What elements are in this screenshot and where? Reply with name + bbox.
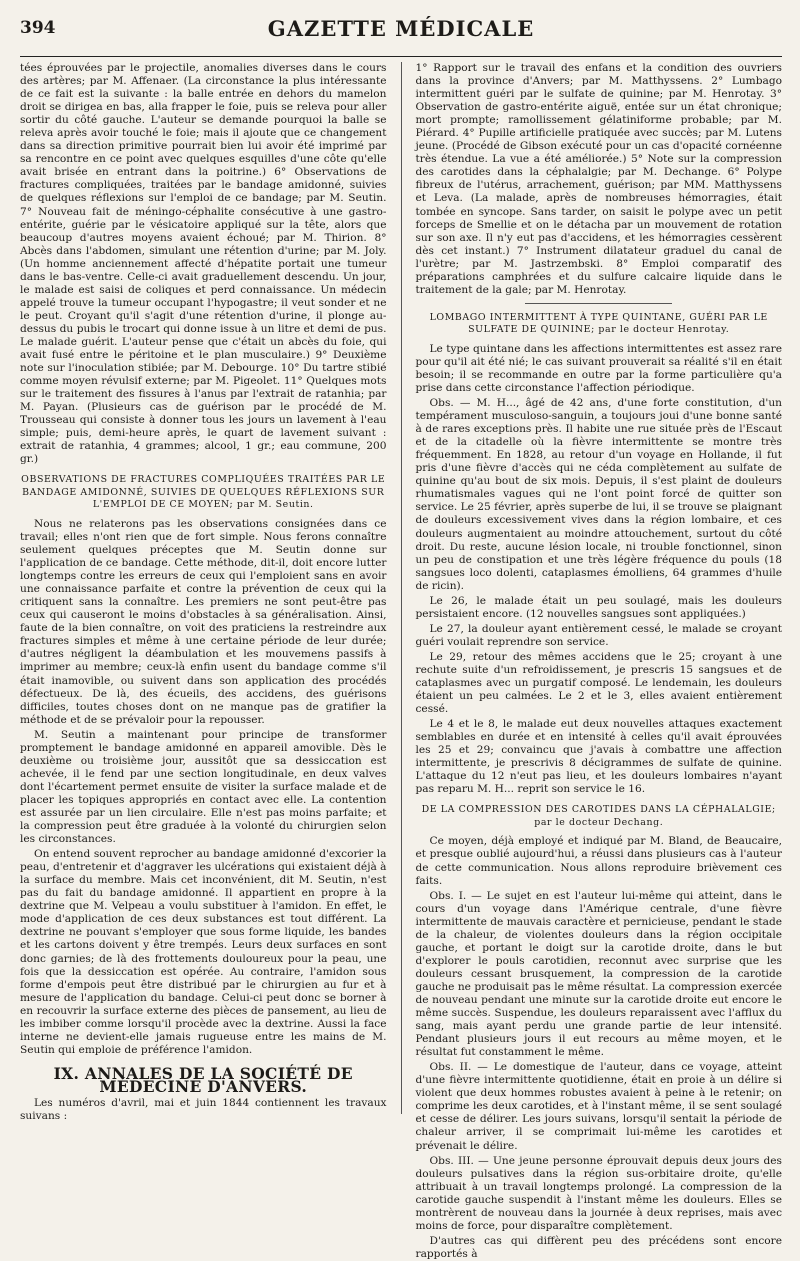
left-paragraph-2: Nous ne relaterons pas les observations consignées dans ce travail; elles n'ont rien que de fort simple. Nous ferons connaître seulement quelques préceptes que M. Seutin donne sur l'application de ce bandage. Cette méthode, dit-il, doit encore lutter longtemps contre les erreurs de ceux qui l'emploient sans en avoir une connaissance parfaite et contre la prévention de ceux qui la critiquent sans la connaître. Les premiers ne sont peut-être pas ceux qui causeront le moins d'obstacles à sa généralisation. Ainsi, faute de la bien connaître, on voit des praticiens la restreindre aux fractures simples et même à une certaine période de leur durée; d'autres négligent la déambulation et les mouvemens passifs à imprimer au membre; ceux-là enfin usent du bandage comme s'il était inamovible, ou suivent dans son application des procédés défectueux. De là, des écueils, des accidens, des guérisons difficiles, toutes choses dont on ne manque pas de gratifier la méthode et de se prévaloir pour la repousser. — [20, 517, 387, 726]
article-heading-seutin: OBSERVATIONS DE FRACTURES COMPLIQUÉES TRAITÉES PAR LE BANDAGE AMIDONNÉ, SUIVIES DE QUELQUES RÉFLEXIONS SUR L'EMPLOI DE CE MOYEN; par M. Seutin. — [21, 474, 386, 511]
right-paragraph-5: Le 27, la douleur ayant entièrement cessé, le malade se croyant guéri voulait reprendre son service. — [415, 622, 782, 648]
page-number: 394 — [20, 18, 56, 38]
left-paragraph-5: Les numéros d'avril, mai et juin 1844 contiennent les travaux suivans : — [20, 1096, 387, 1123]
right-paragraph-9: Obs. I. — Le sujet en est l'auteur lui-même qui atteint, dans le cours d'un voyage dans l'Amérique centrale, d'une fièvre intermittente de mauvais caractère et pernicieuse, pendant le stade de la chaleur, de violentes douleurs dans la région occipitale gauche, et portant le doigt sur la carotide droite, dans le but d'explorer le pouls carotidien, reconnut avec surprise que les douleurs cessant brusquement, la compression de la carotide gauche ne produisait pas le même résultat. La compression exercée de nouveau pendant une minute sur la carotide droite eut encore le même succès. Suspendue, les douleurs reparaissent avec l'afflux du sang, mais ayant perdu une grande partie de leur intensité. Pendant plusieurs jours il eut recours au même moyen, et le résultat fut constamment le même. — [415, 889, 782, 1059]
right-paragraph-8: Ce moyen, déjà employé et indiqué par M. Bland, de Beaucaire, et presque oublié aujourd'hui, a réussi dans plusieurs cas à l'auteur de cette communication. Nous allons reproduire brièvement ces faits. — [415, 835, 782, 887]
left-column — [20, 62, 387, 1123]
text-columns — [20, 62, 782, 1260]
right-paragraph-3: Obs. — M. H..., âgé de 42 ans, d'une forte constitution, d'un tempérament musculoso-sanguin, a toujours joui d'une bonne santé à de rares exceptions près. Il habite une rue située près de l'Escaut et de la citadelle où la fièvre intermittente se montre très fréquemment. En 1828, au retour d'un voyage en Hollande, il fut pris d'une fièvre d'accès qui ne céda complètement au sulfate de quinine qu'au bout de six mois. Depuis, il s'est plaint de douleurs rhumatismales vagues qui ne l'ont point forcé de quitter son service. Le 25 février, après superbe de lui, il se trouve se plaignant de douleurs excessivement vives dans la région lombaire, et ces douleurs augmentaient au moindre attouchement, surtout du côté droit. Du reste, aucune lésion locale, ni trouble fonctionnel, sinon un peu de constipation et une très légère fréquence du pouls (18 sangsues loco dolenti, cataplasmes émolliens, 64 grammes d'huile de ricin). — [415, 397, 782, 592]
right-paragraph-7: Le 4 et le 8, le malade eut deux nouvelles attaques exactement semblables en durée et en intensité à celles qu'il avait éprouvées les 25 et 29; convaincu que j'avais à combattre une affection intermittente, je prescrivis 8 décigrammes de sulfate de quinine. L'attaque du 12 n'eut pas lieu, et les douleurs lombaires n'ayant pas reparu M. H... reprit son service le 16. — [415, 718, 782, 796]
right-paragraph-11: Obs. III. — Une jeune personne éprouvait depuis deux jours des douleurs pulsatives dans la région sus-orbitaire droite, qu'elle attribuait à un travail longtemps prolongé. La compression de la carotide gauche suspendit à l'instant même les douleurs. Elles se montrèrent de nouveau dans la journée à deux reprises, mais avec moins de force, pour disparaître complètement. — [415, 1154, 782, 1232]
right-paragraph-2: Le type quintane dans les affections intermittentes est assez rare pour qu'il ait été nié; le cas suivant prouverait sa réalité s'il en était besoin; il se recommande en outre par la forme particulière qu'a prise dans cette circonstance l'affection périodique. — [415, 342, 782, 394]
left-paragraph-1: tées éprouvées par le projectile, anomalies diverses dans le cours des artères; par M. Affenaer. (La circonstance la plus intéressante de ce fait est la suivante : la balle entrée en dehors du mamelon droit se dirigea en bas, alla frapper le foie, puis se releva pour aller sortir du côté gauche. L'auteur se demande pourquoi la balle se releva après avoir touché le foie; mais il ajoute que ce changement dans sa direction primitive pourrait bien lui avoir été imprimé par sa rencontre en ce point avec quelques esquilles d'une côte qu'elle avait brisée en entrant dans la poitrine.) 6° Observations de fractures compliquées, traitées par le bandage amidonné, suivies de quelques réflexions sur l'emploi de ce bandage; par M. Seutin. 7° Nouveau fait de méningo-céphalite consécutive à une gastro-entérite, guérie par le vésicatoire appliqué sur la tête, alors que beaucoup d'autres moyens avaient échoué; par M. Thirion. 8° Abcès dans l'abdomen, simulant une rétention d'urine; par M. Joly. (Un homme anciennement affecté d'hépatite portait une tumeur dans le bas-ventre. Celle-ci avait graduellement descendu. Un jour, le malade est saisi de coliques et perd connaissance. Un médecin appelé trouve la tumeur occupant l'hypogastre; il veut sonder et ne le peut. Croyant qu'il s'agit d'une rétention d'urine, il plonge au-dessus du pubis le trocart qui donne issue à un litre et demi de pus. Le malade guérit. L'auteur pense que c'était un abcès du foie, qui avait fusé entre le péritoine et le plan musculaire.) 9° Deuxième note sur l'inoculation stibiée; par M. Debourge. 10° Du tartre stibié comme moyen révulsif externe; par M. Pigeolet. 11° Quelques mots sur le traitement des fissures à l'anus par l'extrait de ratanhia; par M. Payan. (Plusieurs cas de guérison par le procédé de M. Trousseau qui consiste à donner tous les jours un lavement à l'eau simple; puis, demi-heure après, le quart de lavement suivant : extrait de ratanhia, 4 grammes; alcool, 1 gr.; eau commune, 200 gr.) — [20, 62, 387, 466]
divider-rule — [525, 303, 672, 304]
right-paragraph-12: D'autres cas qui diffèrent peu des précédens sont encore rapportés à — [415, 1234, 782, 1260]
page-header — [20, 14, 782, 57]
article-heading-compression: DE LA COMPRESSION DES CAROTIDES DANS LA CÉPHALALGIE; par le docteur Dechang. — [421, 804, 776, 828]
left-paragraph-3: M. Seutin a maintenant pour principe de transformer promptement le bandage amidonné en appareil amovible. Dès le deuxième ou troisième jour, aussitôt que sa dessiccation est achevée, il le fend par une section longitudinale, en deux valves dont l'écartement permet ensuite de visiter la surface malade et de placer les topiques appropriés en contact avec elle. La contention est assurée par un lien circulaire. Elle n'est pas moins parfaite; et la compression peut être graduée à la volonté du chirurgien selon les circonstances. — [20, 728, 387, 846]
left-paragraph-4: On entend souvent reprocher au bandage amidonné d'excorier la peau, d'entretenir et d'aggraver les ulcérations qui existaient déjà à la surface du membre. Mais cet inconvénient, dit M. Seutin, n'est pas du fait du bandage amidonné. Il appartient en propre à la dextrine que M. Velpeau a voulu substituer à l'amidon. En effet, le mode d'application de ces deux substances est tout différent. La dextrine ne pouvant s'employer que sous forme liquide, les bandes et les cartons doivent y être trempés. Leurs deux surfaces en sont donc garnies; de là des frottements douloureux pour la peau, une fois que la dessiccation est opérée. Au contraire, l'amidon sous forme d'empois peut être distribué par le chirurgien au fur et à mesure de l'application du bandage. Celui-ci peut donc se borner à en recouvrir la surface externe des pièces de pansement, au lieu de les imbiber comme lorsqu'il procède avec la dextrine. Aussi la face interne ne devient-elle jamais rugueuse entre les mains de M. Seutin qui emploie de préférence l'amidon. — [20, 848, 387, 1056]
column-divider — [401, 62, 402, 1114]
right-paragraph-4: Le 26, le malade était un peu soulagé, mais les douleurs persistaient encore. (12 nouvelles sangsues sont appliquées.) — [415, 594, 782, 620]
right-paragraph-1: 1° Rapport sur le travail des enfans et la condition des ouvriers dans la province d'Anvers; par M. Matthyssens. 2° Lumbago intermittent guéri par le sulfate de quinine; par M. Henrotay. 3° Observation de gastro-entérite aiguë, entée sur un état chronique; mort prompte; ramollissement gélatiniforme probable; par M. Piérard. 4° Pupille artificielle pratiquée avec succès; par M. Lutens jeune. (Procédé de Gibson exécuté pour un cas d'opacité cornéenne très étendue. La vue a été améliorée.) 5° Note sur la compression des carotides dans la céphalalgie; par M. Dechange. 6° Polype fibreux de l'utérus, arrachement, guérison; par MM. Matthyssens et Leva. (La malade, après de nombreuses hémorragies, était tombée en syncope. Sans tarder, on saisit le polype avec un petit forceps de Smellie et on le détacha par un mouvement de rotation sur son axe. Il n'y eut pas d'accidens, et les hémorragies cessèrent dès cet instant.) 7° Instrument dilatateur graduel du canal de l'urètre; par M. Jastrzembski. 8° Emploi comparatif des préparations camphrées et du sulfure calcaire liquide dans le traitement de la gale; par M. Henrotay. — [415, 62, 782, 296]
right-paragraph-6: Le 29, retour des mêmes accidens que le 25; croyant à une rechute suite d'un refroidissement, je prescris 15 sangsues et de cataplasmes avec un purgatif composé. Le lendemain, les douleurs étaient un peu calmées. Le 2 et le 3, elles avaient entièrement cessé. — [415, 650, 782, 716]
article-heading-lombago: LOMBAGO INTERMITTENT À TYPE QUINTANE, GUÉRI PAR LE SULFATE DE QUININE; par le docteur Henrotay. — [429, 311, 768, 336]
right-paragraph-10: Obs. II. — Le domestique de l'auteur, dans ce voyage, atteint d'une fièvre intermittente quotidienne, était en proie à un délire si violent que deux hommes robustes avaient à peine à le retenir; on comprime les deux carotides, et à l'instant même, il se sent soulagé et cesse de délirer. Les jours suivans, lorsqu'il sentait la période de chaleur arriver, il se comprimait lui-même les carotides et prévenait le délire. — [415, 1061, 782, 1152]
section-title-annales: IX. ANNALES DE LA SOCIÉTÉ DE MÉDECINE D'ANVERS. — [53, 1063, 353, 1096]
running-title: GAZETTE MÉDICALE — [267, 16, 535, 41]
right-column — [415, 62, 783, 1260]
